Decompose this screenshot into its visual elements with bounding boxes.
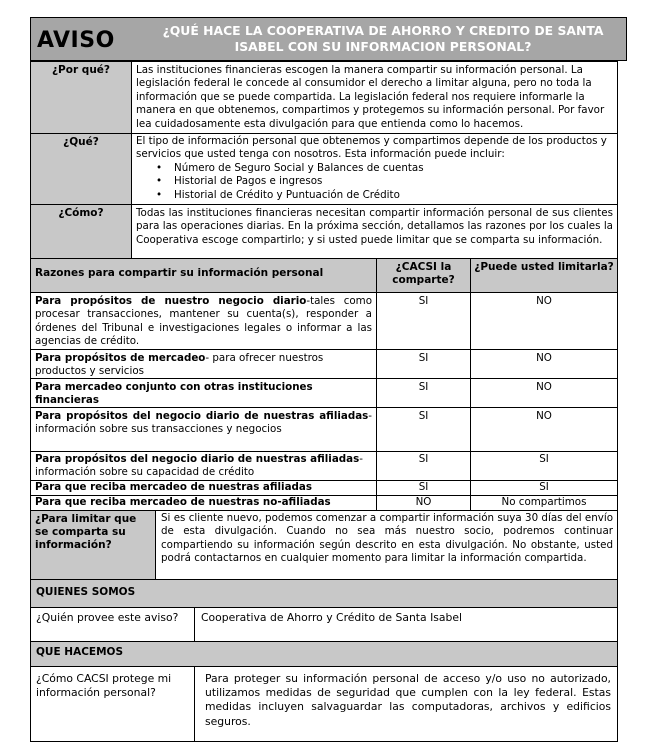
table-row-limit: SI [470,451,618,481]
table-row-reason [30,495,377,511]
reason-detail-text: -tales como procesar transacciones, mantener su cuenta(s), responder a órdenes del Tribunal e investigaciones legales o informar a las agencias de crédito. [35,295,372,348]
que-hacemos-heading: QUE HACEMOS [30,641,618,667]
que-intro: El tipo de información personal que obtenemos y compartimos depende de los productos y servicios que usted tenga con nosotros. Esta información puede incluir: [136,135,607,161]
reason-bold-text: Para que reciba mercadeo de nuestras no-afiliadas [35,496,331,508]
reason-detail-text: - información sobre sus transacciones y negocios [35,410,372,436]
table-row-reason [30,292,377,350]
que-content [131,133,618,205]
que-bullet-list [136,162,613,202]
reason-column-header [30,258,377,293]
por-que-text: Las instituciones financieras escogen la manera compartir su información personal. La legislación federal le concede al consumidor el derecho a limitar alguna, pero no toda la información que se puede compartida. La legislación federal nos requiere informarle la manera en que obtenemos, compartimos y protegemos su información personal. Por favor lea cuidadosamente esta divulgación para que entienda como lo hacemos. [131,61,618,134]
reason-bold-text: Para propósitos del negocio diario de nuestras afiliadas [35,453,360,465]
reason-detail-text: -información sobre su capacidad de crédito [35,453,363,479]
notice-title-line2: ISABEL CON SU INFORMACION PERSONAL? [234,39,532,54]
quienes-answer: Cooperativa de Ahorro y Crédito de Santa Isabel [194,607,618,642]
table-row-shares: SI [376,480,471,496]
hacemos-question: ¿Cómo CACSI protege mi información personal? [30,666,195,742]
como-label: ¿Cómo? [30,204,132,259]
hacemos-answer: Para proteger su información personal de acceso y/o uso no autorizado, utilizamos medidas de seguridad que cumplen con la ley federal. Estas medidas incluyen salvaguardar las computadoras, archivos y edificios seguros. [194,666,618,742]
limit-section-label: ¿Para limitar que se comparta su información? [30,510,156,580]
que-bullet-item: • Número de Seguro Social y Balances de cuentas [174,162,613,175]
table-row-reason [30,451,377,481]
como-text: Todas las instituciones financieras necesitan compartir información personal de sus clientes para las operaciones diarias. En la próxima sección, detallamos las razones por los cuales la Cooperativa escoge compartirlo; y si usted puede limitar que se comparta su información. [131,204,618,259]
reason-bold-text: Para propósitos de nuestro negocio diario [35,295,307,307]
table-row-limit: NO [470,378,618,408]
table-row-limit: No compartimos [470,495,618,511]
shares-header-line1: ¿CACSI la [395,261,452,273]
table-row-shares: SI [376,349,471,379]
table-row-reason [30,378,377,408]
que-bullet-item: • Historial de Crédito y Puntuación de Crédito [174,189,613,202]
table-row-shares: SI [376,451,471,481]
table-row-reason [30,407,377,452]
limit-column-header [470,258,618,293]
reason-bold-text: Para propósitos del negocio diario de nuestras afiliadas [35,410,369,422]
table-row-reason [30,480,377,496]
table-row-shares: SI [376,378,471,408]
table-row-shares: NO [376,495,471,511]
quienes-question: ¿Quién provee este aviso? [30,607,195,642]
table-row-limit: NO [470,292,618,350]
notice-title-line1: ¿QUÉ HACE LA COOPERATIVA DE AHORRO Y CREDITO DE SANTA [162,23,604,38]
aviso-label: AVISO [37,28,115,53]
shares-column-header [376,258,471,293]
que-label: ¿Qué? [30,133,132,205]
shares-header-line2: comparte? [392,274,455,286]
notice-title [141,23,625,55]
que-bullet-item: • Historial de Pagos e ingresos [174,175,613,188]
reason-column-title: Razones para compartir su información personal [35,267,324,279]
reason-bold-text: Para que reciba mercadeo de nuestras afiliadas [35,481,312,493]
header-bar [30,17,627,61]
quienes-somos-heading: QUIENES SOMOS [30,579,618,608]
reason-bold-text: Para mercadeo conjunto con otras instituciones financieras [35,381,313,407]
table-row-limit: SI [470,480,618,496]
limit-header-text: ¿Puede usted limitarla? [474,261,614,273]
por-que-label: ¿Por qué? [30,61,132,134]
table-row-reason [30,349,377,379]
table-row-shares: SI [376,407,471,452]
limit-section-text: Si es cliente nuevo, podemos comenzar a compartir información suya 30 días del envío de esta divulgación. Cuando no sea más nuestro socio, podremos continuar compartiendo su información según descrito en esta divulgación. No obstante, usted podrá contactarnos en cualquier momento para limitar la información compartida. [155,510,618,580]
table-row-limit: NO [470,407,618,452]
reason-detail-text: - para ofrecer nuestros productos y servicios [35,352,324,378]
table-row-shares: SI [376,292,471,350]
table-row-limit: NO [470,349,618,379]
reason-bold-text: Para propósitos de mercadeo [35,352,206,364]
